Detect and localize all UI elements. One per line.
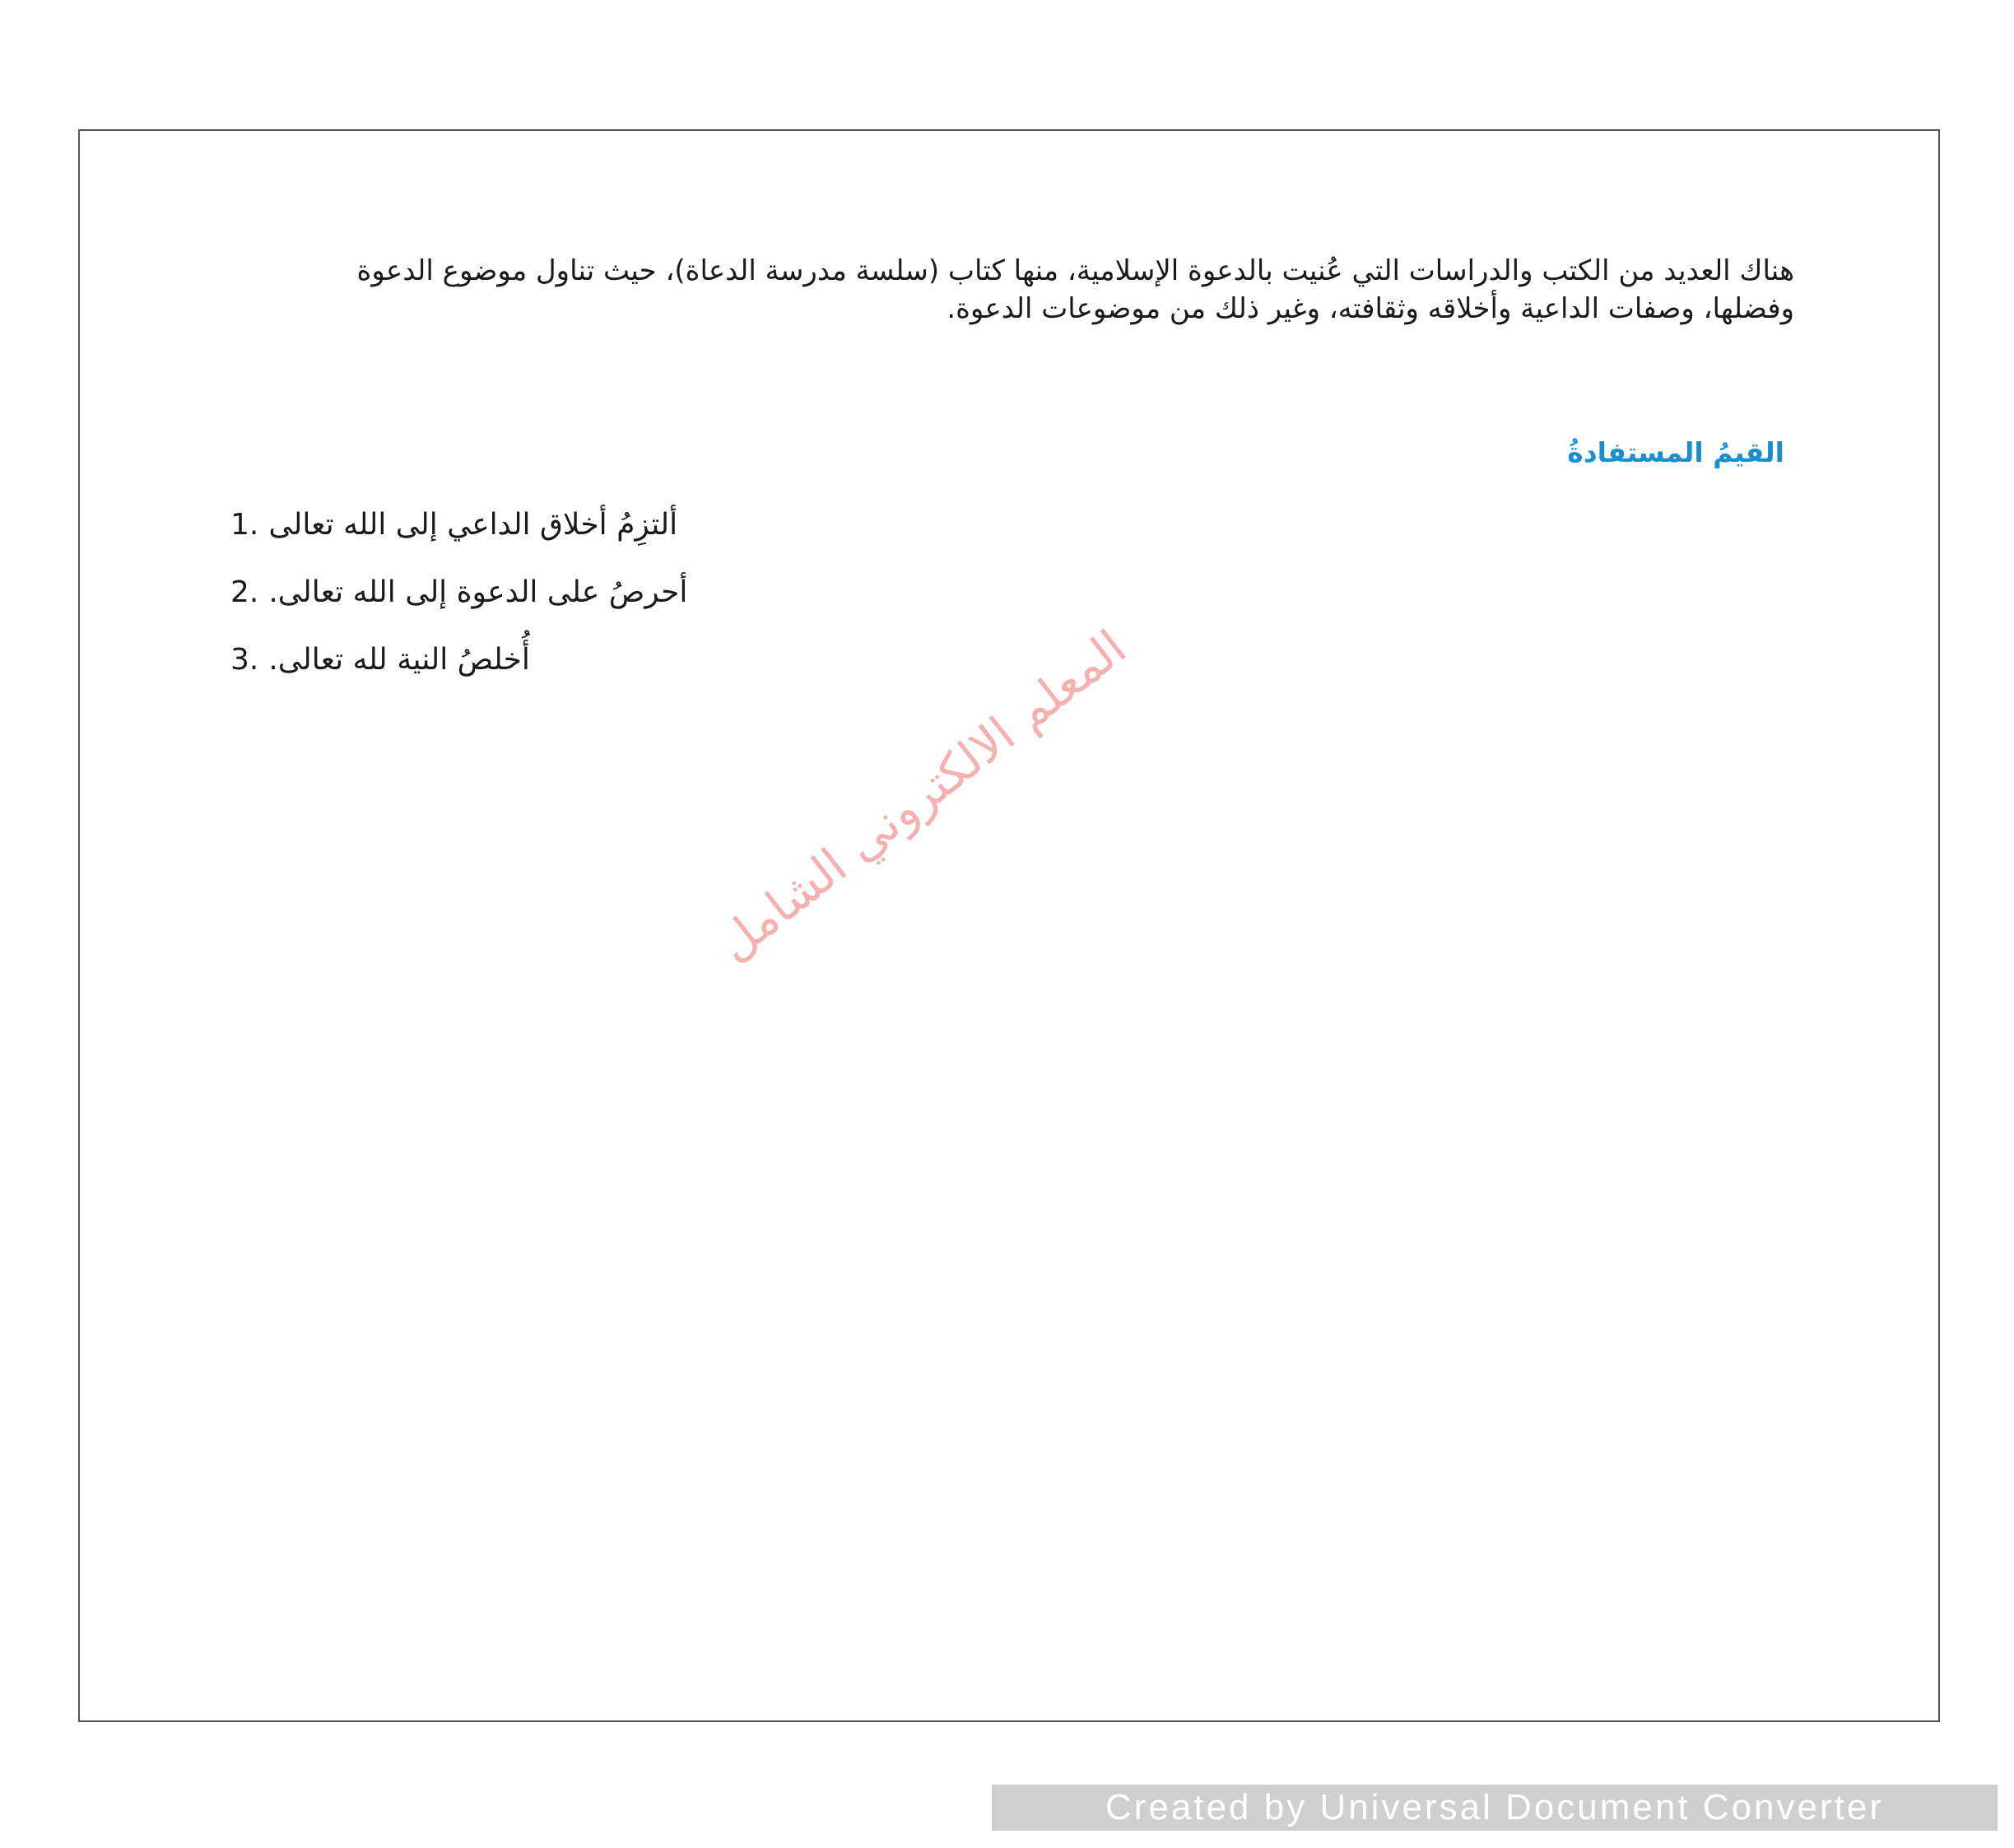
list-item-text: أُخلصُ النية لله تعالى. [268,643,530,677]
section-title: القيمُ المستفادةُ [1567,436,1784,468]
intro-paragraph: هناك العديد من الكتب والدراسات التي عُنيت بالدعوة الإسلامية، منها كتاب (سلسة مدرسة الدعاة)، حيث تناول موضوع الدعوة وفضلها، وصفات الداعية وأخلاقه وثقافته، وغير ذلك من موضوعات الدعوة. [356,254,1794,325]
list-item [230,568,856,635]
list-item-number: 1. [230,508,259,542]
list-item-text: أحرصُ على الدعوة إلى الله تعالى. [268,575,688,609]
list-item [230,500,856,568]
list-item-number: 3. [230,643,259,677]
watermark: المعلم الالكتروني الشامل [707,619,1137,972]
values-list [230,500,856,703]
converter-banner: Created by Universal Document Converter [992,1785,1998,1831]
page-frame [78,129,1940,1722]
list-item-text: ألتزِمُ أخلاق الداعي إلى الله تعالى [268,508,678,542]
list-item-number: 2. [230,575,259,609]
list-item [230,635,856,703]
